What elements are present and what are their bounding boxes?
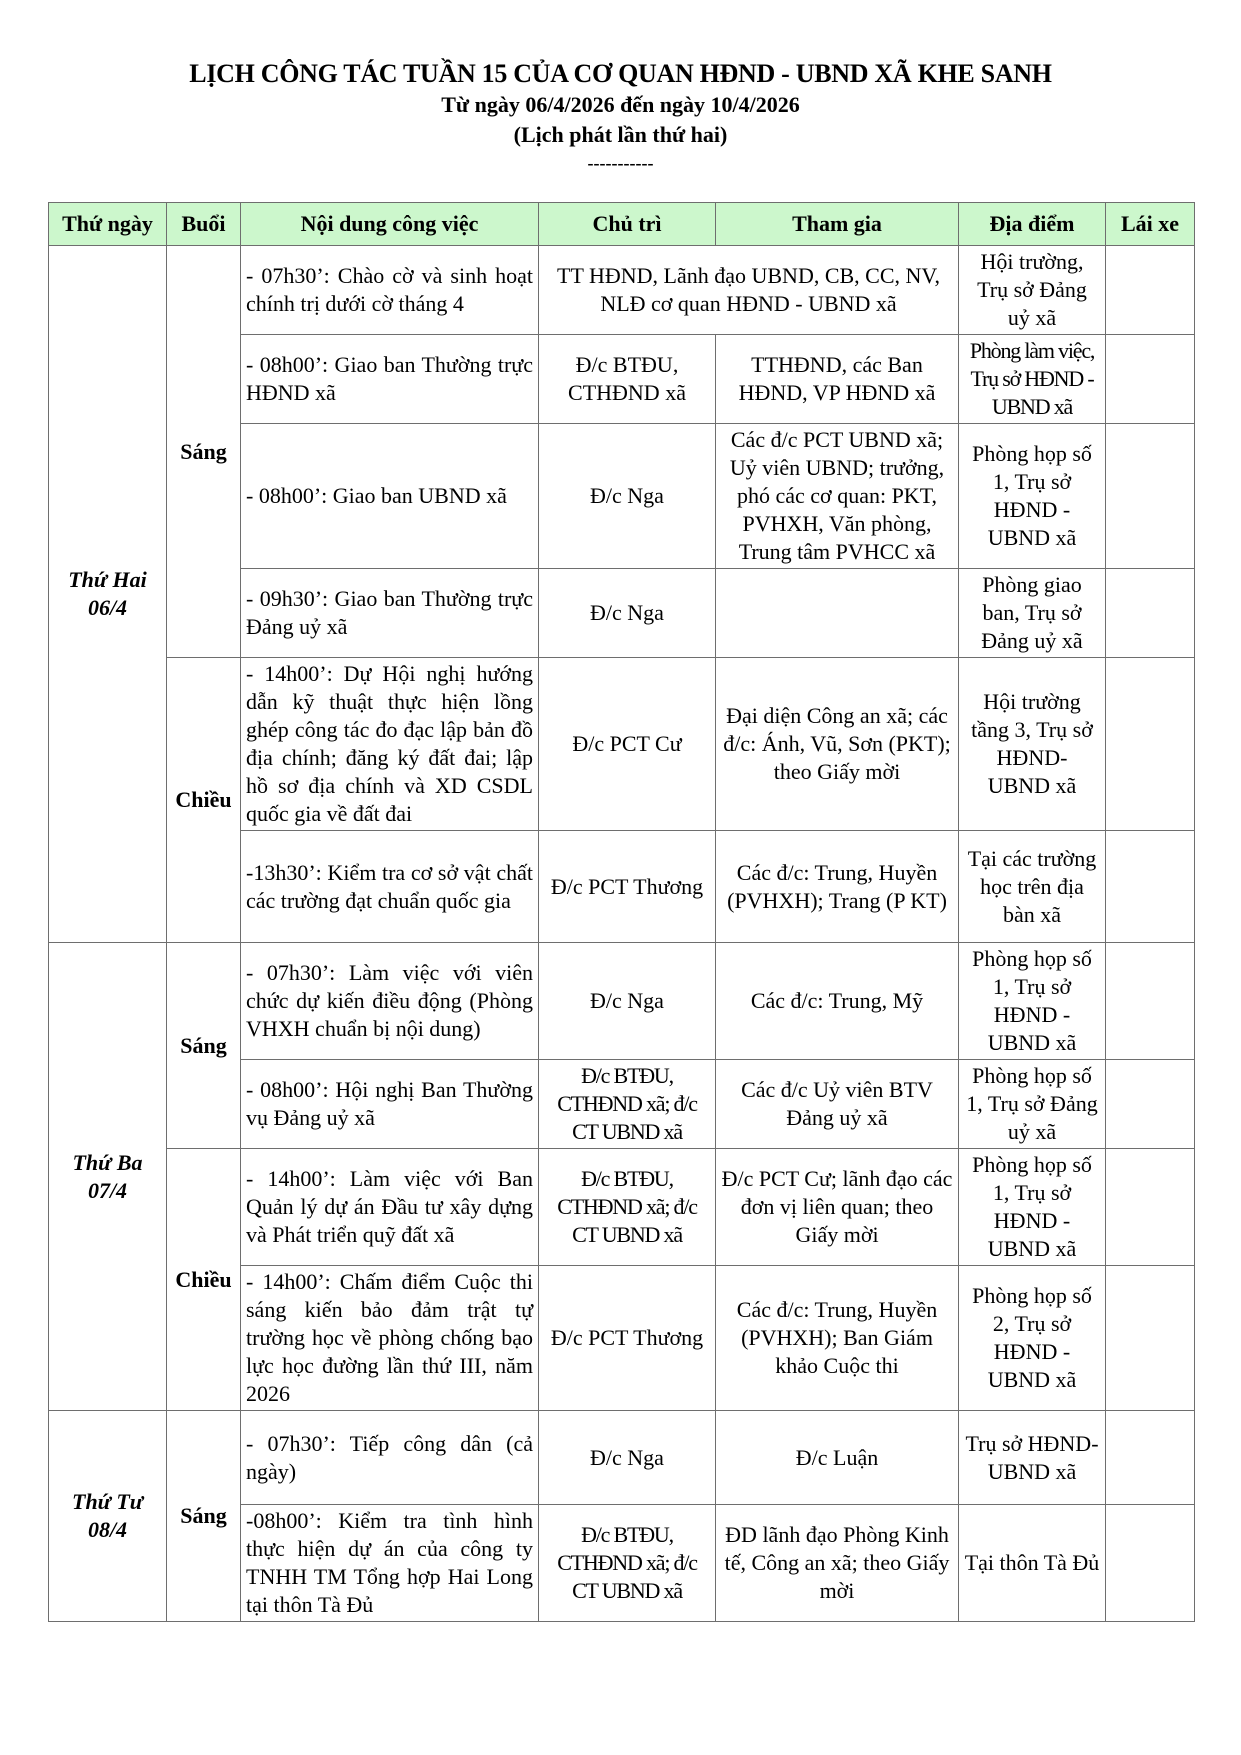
content-cell: - 08h00’: Giao ban UBND xã [241, 424, 539, 569]
day-cell: Thứ Ba 07/4 [49, 943, 167, 1411]
content-cell: -08h00’: Kiểm tra tình hình thực hiện dự án của công ty TNHH TM Tổng hợp Hai Long tại thôn Tà Đủ [241, 1505, 539, 1622]
location-cell: Trụ sở HĐND- UBND xã [959, 1411, 1106, 1505]
location-cell: Phòng làm việc, Trụ sở HĐND - UBND xã [959, 335, 1106, 424]
edition-note: (Lịch phát lần thứ hai) [513, 122, 728, 147]
location-cell: Tại thôn Tà Đủ [959, 1505, 1106, 1622]
driver-cell [1106, 943, 1195, 1060]
content-cell: -13h30’: Kiểm tra cơ sở vật chất các trường đạt chuẩn quốc gia [241, 831, 539, 943]
content-cell: - 07h30’: Chào cờ và sinh hoạt chính trị dưới cờ tháng 4 [241, 246, 539, 335]
session-cell: Sáng [167, 1411, 241, 1622]
host-cell: Đ/c PCT Cư [539, 658, 716, 831]
table-row [49, 1149, 1195, 1266]
driver-cell [1106, 658, 1195, 831]
participants-cell: TTHĐND, các Ban HĐND, VP HĐND xã [716, 335, 959, 424]
driver-cell [1106, 335, 1195, 424]
driver-cell [1106, 569, 1195, 658]
participants-cell: Các đ/c: Trung, Mỹ [716, 943, 959, 1060]
location-cell: Phòng họp số 1, Trụ sở Đảng uỷ xã [959, 1060, 1106, 1149]
participants-cell: Các đ/c Uỷ viên BTV Đảng uỷ xã [716, 1060, 959, 1149]
content-cell: - 07h30’: Tiếp công dân (cả ngày) [241, 1411, 539, 1505]
content-cell: - 14h00’: Dự Hội nghị hướng dẫn kỹ thuật thực hiện lồng ghép công tác đo đạc lập bản đồ địa chính; đăng ký đất đai; lập hồ sơ địa chính và XD CSDL quốc gia về đất đai [241, 658, 539, 831]
participants-cell: Đại diện Công an xã; các đ/c: Ánh, Vũ, Sơn (PKT); theo Giấy mời [716, 658, 959, 831]
location-cell: Tại các trường học trên địa bàn xã [959, 831, 1106, 943]
participants-cell: Các đ/c PCT UBND xã; Uỷ viên UBND; trưởng, phó các cơ quan: PKT, PVHXH, Văn phòng, Trung tâm PVHCC xã [716, 424, 959, 569]
driver-cell [1106, 1505, 1195, 1622]
location-cell: Hội trường tầng 3, Trụ sở HĐND- UBND xã [959, 658, 1106, 831]
content-cell: - 07h30’: Làm việc với viên chức dự kiến điều động (Phòng VHXH chuẩn bị nội dung) [241, 943, 539, 1060]
location-cell: Phòng giao ban, Trụ sở Đảng uỷ xã [959, 569, 1106, 658]
host-cell: Đ/c BTĐU, CTHĐND xã; đ/c CT UBND xã [539, 1060, 716, 1149]
host-cell: Đ/c PCT Thương [539, 1266, 716, 1411]
location-cell: Phòng họp số 1, Trụ sở HĐND - UBND xã [959, 424, 1106, 569]
content-cell: - 14h00’: Chấm điểm Cuộc thi sáng kiến bảo đảm trật tự trường học về phòng chống bạo lực học đường lần thứ III, năm 2026 [241, 1266, 539, 1411]
column-header-driver: Lái xe [1106, 203, 1195, 246]
column-header-day: Thứ ngày [49, 203, 167, 246]
table-row [49, 943, 1195, 1060]
separator: ----------- [587, 153, 654, 173]
driver-cell [1106, 1149, 1195, 1266]
driver-cell [1106, 1266, 1195, 1411]
driver-cell [1106, 1411, 1195, 1505]
host-cell: Đ/c BTĐU, CTHĐND xã; đ/c CT UBND xã [539, 1505, 716, 1622]
schedule-table [48, 202, 1195, 1622]
host-cell: Đ/c BTĐU, CTHĐND xã [539, 335, 716, 424]
day-cell: Thứ Tư 08/4 [49, 1411, 167, 1622]
date-range: Từ ngày 06/4/2026 đến ngày 10/4/2026 [441, 92, 800, 117]
table-row [49, 1411, 1195, 1505]
column-header-content: Nội dung công việc [241, 203, 539, 246]
host-participants-cell: TT HĐND, Lãnh đạo UBND, CB, CC, NV, NLĐ cơ quan HĐND - UBND xã [539, 246, 959, 335]
driver-cell [1106, 246, 1195, 335]
driver-cell [1106, 1060, 1195, 1149]
driver-cell [1106, 831, 1195, 943]
participants-cell: Đ/c Luận [716, 1411, 959, 1505]
participants-cell: Các đ/c: Trung, Huyền (PVHXH); Trang (P KT) [716, 831, 959, 943]
content-cell: - 09h30’: Giao ban Thường trực Đảng uỷ xã [241, 569, 539, 658]
driver-cell [1106, 424, 1195, 569]
document-header [0, 58, 1241, 174]
column-header-location: Địa điểm [959, 203, 1106, 246]
participants-cell [716, 569, 959, 658]
session-cell: Chiều [167, 1149, 241, 1411]
column-header-participants: Tham gia [716, 203, 959, 246]
location-cell: Phòng họp số 2, Trụ sở HĐND - UBND xã [959, 1266, 1106, 1411]
content-cell: - 08h00’: Giao ban Thường trực HĐND xã [241, 335, 539, 424]
participants-cell: Đ/c PCT Cư; lãnh đạo các đơn vị liên quan; theo Giấy mời [716, 1149, 959, 1266]
host-cell: Đ/c Nga [539, 424, 716, 569]
location-cell: Phòng họp số 1, Trụ sở HĐND - UBND xã [959, 943, 1106, 1060]
table-row [49, 658, 1195, 831]
location-cell: Phòng họp số 1, Trụ sở HĐND - UBND xã [959, 1149, 1106, 1266]
location-cell: Hội trường, Trụ sở Đảng uỷ xã [959, 246, 1106, 335]
host-cell: Đ/c Nga [539, 943, 716, 1060]
session-cell: Sáng [167, 246, 241, 658]
column-header-session: Buổi [167, 203, 241, 246]
day-cell: Thứ Hai 06/4 [49, 246, 167, 943]
participants-cell: Các đ/c: Trung, Huyền (PVHXH); Ban Giám khảo Cuộc thi [716, 1266, 959, 1411]
host-cell: Đ/c BTĐU, CTHĐND xã; đ/c CT UBND xã [539, 1149, 716, 1266]
host-cell: Đ/c Nga [539, 569, 716, 658]
content-cell: - 14h00’: Làm việc với Ban Quản lý dự án Đầu tư xây dựng và Phát triển quỹ đất xã [241, 1149, 539, 1266]
session-cell: Sáng [167, 943, 241, 1149]
session-cell: Chiều [167, 658, 241, 943]
document-title: LỊCH CÔNG TÁC TUẦN 15 CỦA CƠ QUAN HĐND - UBND XÃ KHE SANH [189, 59, 1052, 88]
column-header-host: Chủ trì [539, 203, 716, 246]
participants-cell: ĐD lãnh đạo Phòng Kinh tế, Công an xã; theo Giấy mời [716, 1505, 959, 1622]
table-header-row [49, 203, 1195, 246]
host-cell: Đ/c Nga [539, 1411, 716, 1505]
host-cell: Đ/c PCT Thương [539, 831, 716, 943]
content-cell: - 08h00’: Hội nghị Ban Thường vụ Đảng uỷ xã [241, 1060, 539, 1149]
table-row [49, 246, 1195, 335]
